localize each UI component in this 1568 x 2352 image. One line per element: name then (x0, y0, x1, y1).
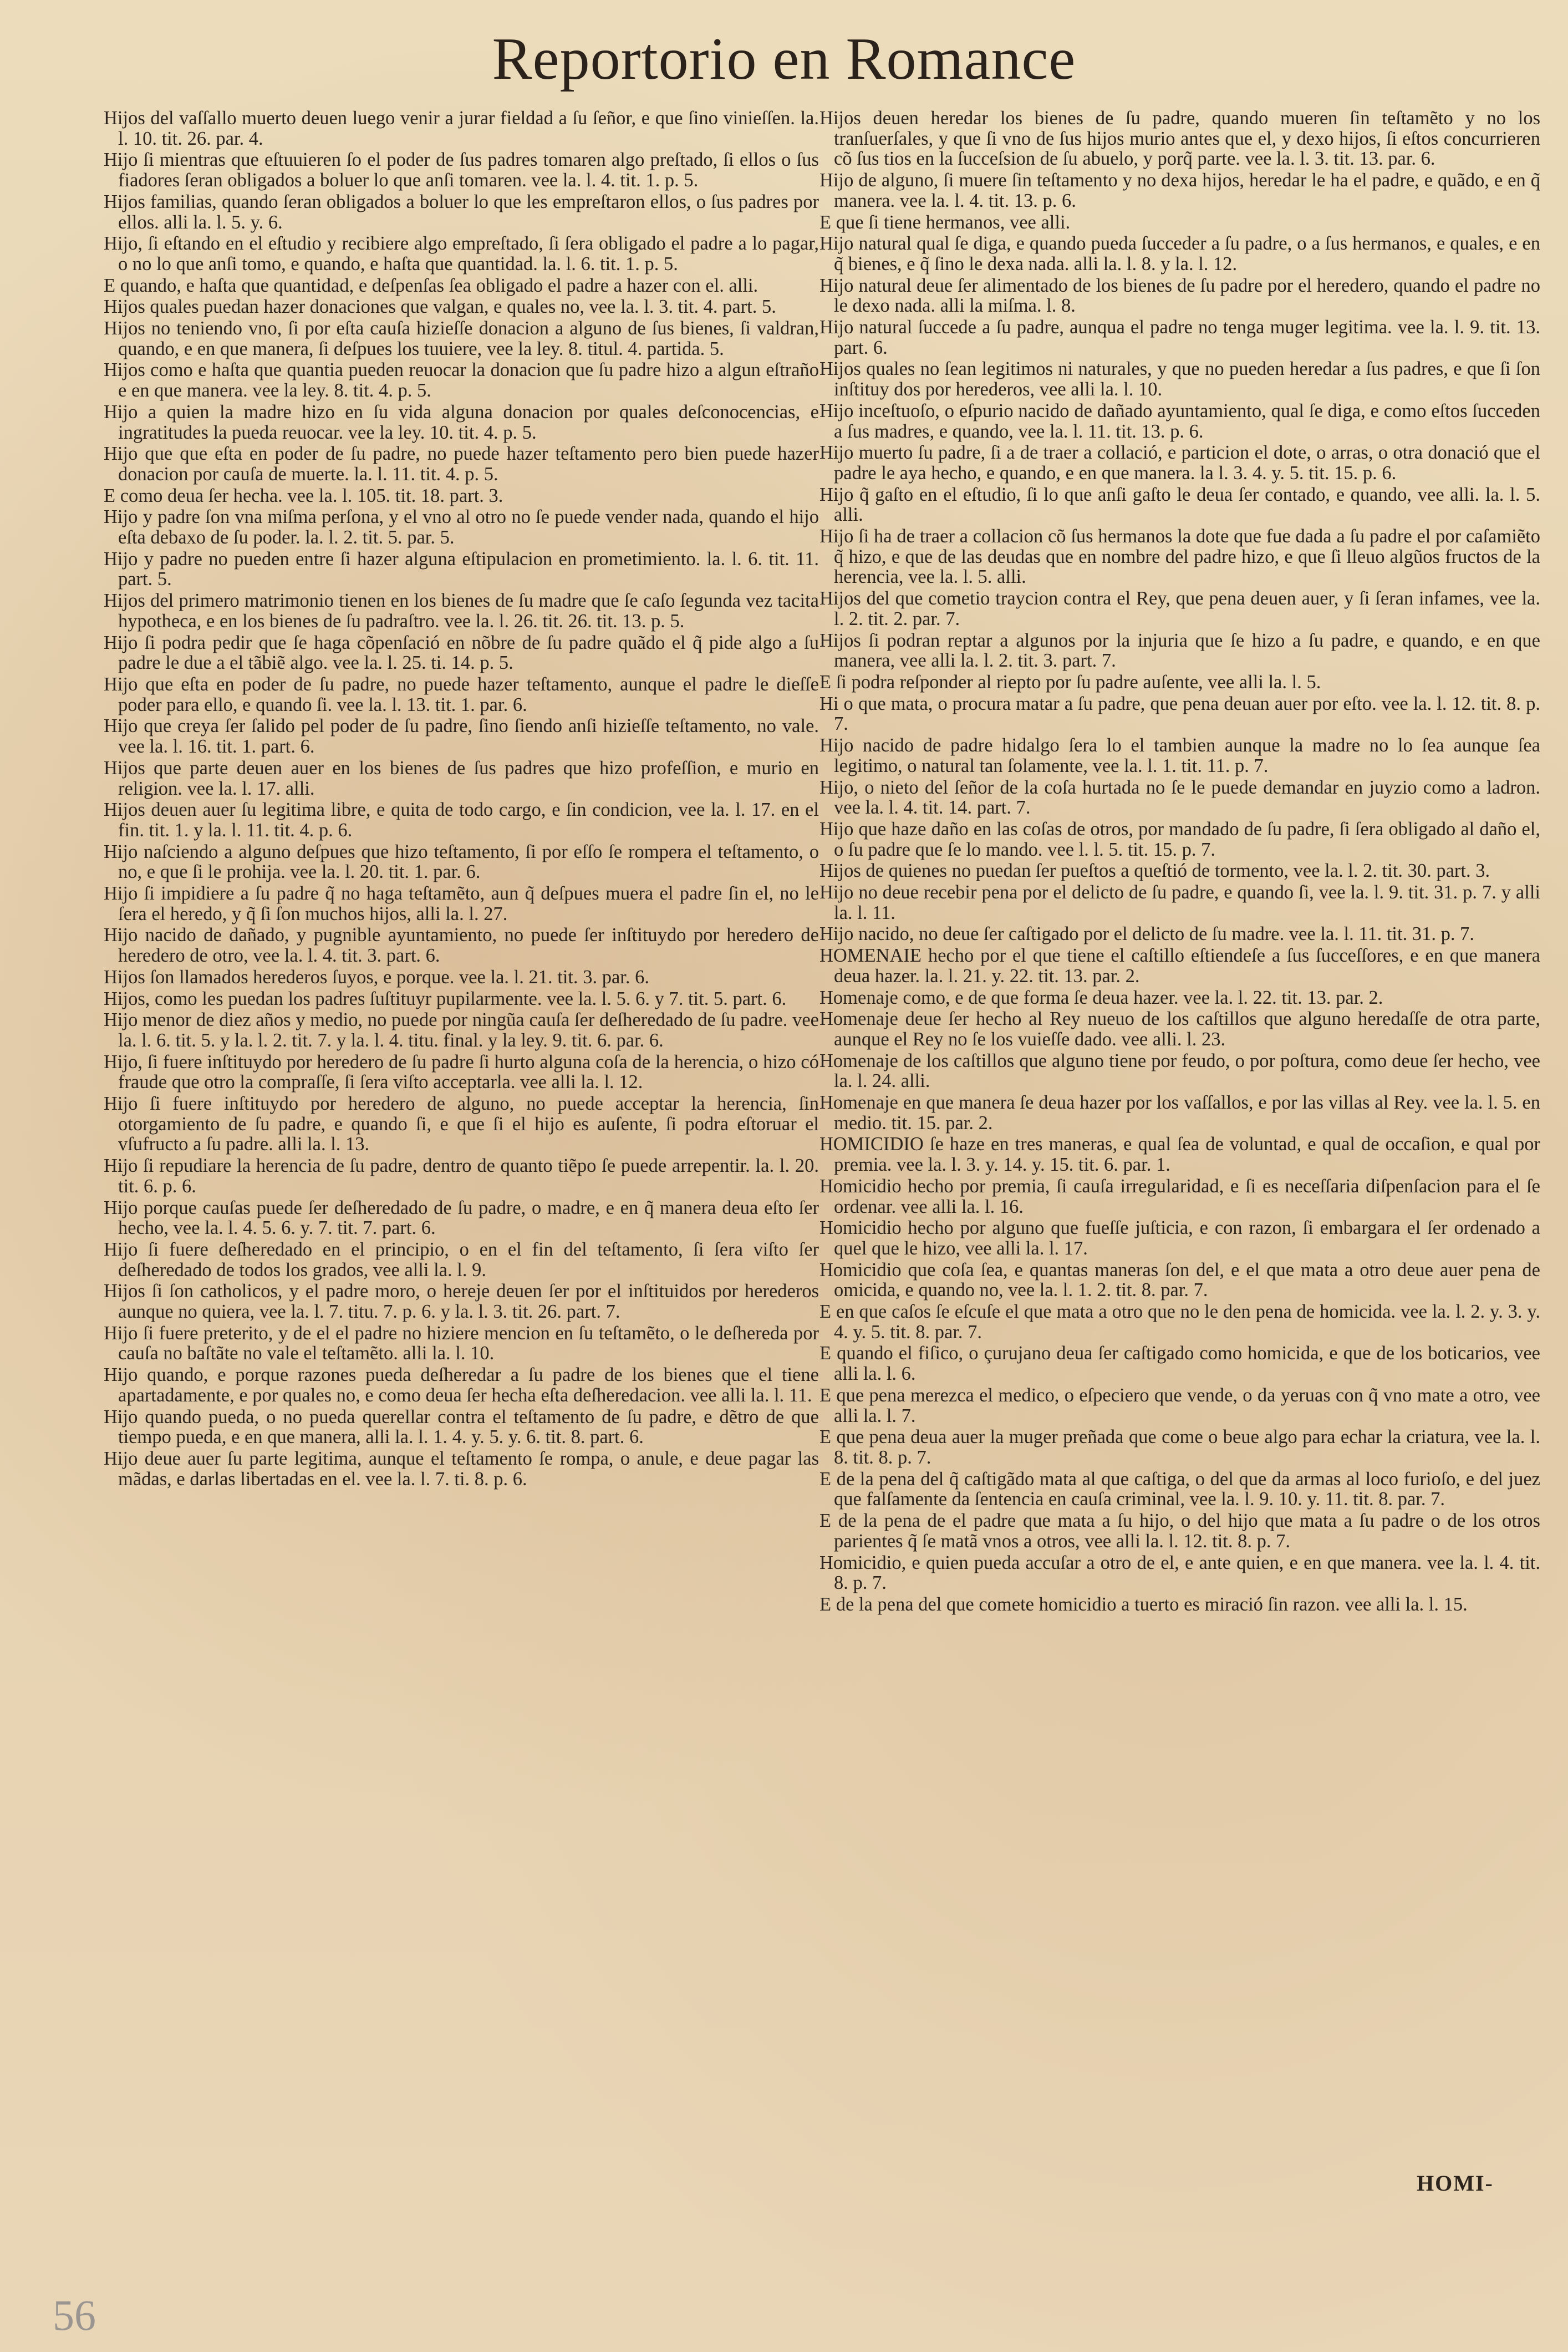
right-column (819, 108, 1540, 1616)
index-entry: Hijos, como les puedan los padres ſuſtituyr pupilarmente. vee la. l. 5. 6. y 7. tit. 5. part. 6. (104, 988, 787, 1009)
index-entry: Homenaje en que manera ſe deua hazer por los vaſſallos, e por las villas al Rey. vee la. l. 5. en medio. tit. 15. par. 2. (819, 1092, 1540, 1134)
index-entry: Hijos que parte deuen auer en los bienes de ſus padres que hizo profeſſion, e murio en religion. vee la. l. 17. alli. (104, 757, 819, 799)
index-entry: Hijo ſi podra pedir que ſe haga cõpenſació en nõbre de ſu padre quãdo el q̃ pide algo a ſu padre le due a el tãbiẽ algo. vee la. l. 25. ti. 14. p. 5. (104, 632, 819, 674)
index-entry: Homenaje como, e de que forma ſe deua hazer. vee la. l. 22. tit. 13. par. 2. (819, 987, 1383, 1008)
index-entry: Homenaje deue ſer hecho al Rey nueuo de los caſtillos que alguno heredaſſe de otra parte, aunque el Rey no ſe los vuieſſe dado. vee alli. l. 23. (819, 1008, 1540, 1050)
index-entry: Hijos de quienes no puedan ſer pueſtos a queſtió de tormento, vee la. l. 2. tit. 30. part. 3. (819, 860, 1490, 882)
index-entry: Hijo nacido de padre hidalgo ſera lo el tambien aunque la madre no lo ſea aunque ſea legitimo, o natural tan ſolamente, vee la. l. 1. tit. 11. p. 7. (819, 735, 1540, 776)
folio-mark: 56 (53, 2291, 96, 2339)
index-entry: Hijo ſi impidiere a ſu padre q̃ no haga teſtamẽto, aun q̃ deſpues muera el padre ſin el, no le ſera el heredo, y q̃ ſi ſon muchos hijos, alli la. l. 27. (104, 883, 819, 924)
index-entry: Hijos quales no ſean legitimos ni naturales, y que no pueden heredar a ſus padres, e que ſi ſon inſtituy dos por herederos, vee alli la. l. 10. (819, 358, 1540, 400)
index-entry: Hijo deue auer ſu parte legitima, aunque el teſtamento ſe rompa, o anule, e deue pagar las mãdas, e darlas libertadas en el. vee la. l. 7. ti. 8. p. 6. (104, 1448, 819, 1490)
index-entry: Hijo, ſi fuere inſtituydo por heredero de ſu padre ſi hurto alguna coſa de la herencia, o hizo có fraude que otro la compraſſe, ſi ſera viſto acceptarla. vee alli la. l. 12. (104, 1051, 819, 1093)
index-entry: Hijo nacido de dañado, y pugnible ayuntamiento, no puede ſer inſtituydo por heredero de heredero de otro, vee la. l. 4. tit. 3. part. 6. (104, 924, 819, 967)
index-entry: Hijo natural qual ſe diga, e quando pueda ſucceder a ſu padre, o a ſus hermanos, e quales, e en q̃ bienes, e q̃ ſino le dexa nada. alli la. l. 8. y la. l. 12. (819, 233, 1540, 275)
index-entry: Hijo de alguno, ſi muere ſin teſtamento y no dexa hijos, heredar le ha el padre, e quãdo, e en q̃ manera. vee la. l. 4. tit. 13. p. 6. (819, 170, 1540, 211)
index-entry: Hijo y padre no pueden entre ſi hazer alguna eſtipulacion en prometimiento. la. l. 6. tit. 11. part. 5. (104, 548, 819, 590)
index-entry: Hijos deuen heredar los bienes de ſu padre, quando mueren ſin teſtamẽto y no los tranſuerſales, y que ſi vno de ſus hijos murio antes que el, y dexo hijos, ſi eſtos concurrieren cõ ſus tios en la ſucceſsion de ſu abuelo, y porq̃ parte. vee la. l. 3. tit. 13. par. 6. (819, 108, 1540, 170)
index-entry: Hijo ſi fuere deſheredado en el principio, o en el fin del teſtamento, ſi ſera viſto ſer deſheredado de todos los grados, vee alli la. l. 9. (104, 1238, 819, 1281)
index-entry: Hijo que eſta en poder de ſu padre, no puede hazer teſtamento, aunque el padre le dieſſe poder para ello, e quando ſi. vee la. l. 13. tit. 1. par. 6. (104, 673, 819, 715)
index-entry: Hijo porque cauſas puede ſer deſheredado de ſu padre, o madre, e en q̃ manera deua eſto ſer hecho, vee la. l. 4. 5. 6. y. 7. tit. 7. part. 6. (104, 1197, 819, 1239)
index-entry: Hijo menor de diez años y medio, no puede por ningũa cauſa ſer deſheredado de ſu padre. vee la. l. 6. tit. 5. y la. l. 2. tit. 7. y la. l. 4. titu. final. y la ley. 9. tit. 6. par. 6. (104, 1009, 819, 1051)
index-entry: Homicidio hecho por premia, ſi cauſa irregularidad, e ſi es neceſſaria diſpenſacion para el ſe ordenar. vee alli la. l. 16. (819, 1175, 1540, 1217)
index-entry: Hijo naſciendo a alguno deſpues que hizo teſtamento, ſi por eſſo ſe rompera el teſtamento, o no, e que ſi le prohija. vee la. l. 20. tit. 1. par. 6. (104, 841, 819, 883)
index-entry: Hijo muerto ſu padre, ſi a de traer a collació, e particion el dote, o arras, o otra donació que el padre le aya hecho, e quando, e en que manera. la l. 3. 4. y. 5. tit. 15. p. 6. (819, 442, 1540, 484)
index-entry: E que pena deua auer la muger preñada que come o beue algo para echar la criatura, vee la. l. 8. tit. 8. p. 7. (819, 1426, 1540, 1468)
index-entry: Hijo q̃ gaſto en el eſtudio, ſi lo que anſi gaſto le deua ſer contado, e quando, vee alli. la. l. 5. alli. (819, 484, 1540, 526)
page-title: Reportorio en Romance (492, 26, 1076, 92)
index-entry: Hijo quando pueda, o no pueda querellar contra el teſtamento de ſu padre, e dẽtro de que tiempo pueda, e en que manera, alli la. l. 1. 4. y. 5. y. 6. tit. 8. part. 6. (104, 1406, 819, 1448)
index-entry: Hijos del vaſſallo muerto deuen luego venir a jurar fieldad a ſu ſeñor, e que ſino vinieſſen. la. l. 10. tit. 26. par. 4. (104, 108, 819, 149)
index-entry: Hijo ſi mientras que eſtuuieren ſo el poder de ſus padres tomaren algo preſtado, ſi ellos o ſus fiadores ſeran obligados a boluer lo que anſi tomaren. vee la. l. 4. tit. 1. p. 5. (104, 149, 819, 191)
index-entry: Hijo natural deue ſer alimentado de los bienes de ſu padre por el heredero, quando el padre no le dexo nada. alli la miſma. l. 8. (819, 275, 1540, 317)
index-entry: Hijo natural ſuccede a ſu padre, aunqua el padre no tenga muger legitima. vee la. l. 9. tit. 13. part. 6. (819, 317, 1540, 358)
index-entry: Hijos no teniendo vno, ſi por eſta cauſa hizieſſe donacion a alguno de ſus bienes, ſi valdran, quando, e en que manera, ſi deſpues los tuuiere, vee la ley. 8. titul. 4. partida. 5. (104, 318, 819, 359)
index-entry: Hijo ſi fuere inſtituydo por heredero de alguno, no puede acceptar la herencia, ſin otorgamiento de ſu padre, e quando ſi, e que ſi el hijo es auſente, ſi podra eſtoruar el vſufructo a ſu padre. alli la. l. 13. (104, 1093, 819, 1155)
index-entry: Hijo, ſi eſtando en el eſtudio y recibiere algo empreſtado, ſi ſera obligado el padre a lo pagar, o no lo que anſi tomo, e quando, e haſta que quantidad. la. l. 6. tit. 1. p. 5. (104, 233, 819, 275)
index-entry: Hijo que creya ſer ſalido pel poder de ſu padre, ſino ſiendo anſi hizieſſe teſtamento, no vale. vee la. l. 16. tit. 1. part. 6. (104, 715, 819, 758)
index-entry: E ſi podra reſponder al riepto por ſu padre auſente, vee alli la. l. 5. (819, 671, 1321, 693)
index-entry: Hijo que que eſta en poder de ſu padre, no puede hazer teſtamento pero bien puede hazer donacion por cauſa de muerte. la. l. 11. tit. 4. p. 5. (104, 443, 819, 485)
index-entry: Hijo no deue recebir pena por el delicto de ſu padre, e quando ſi, vee la. l. 9. tit. 31. p. 7. y alli la. l. 11. (819, 882, 1540, 923)
index-entry: Hijo ſi ha de traer a collacion cõ ſus hermanos la dote que fue dada a ſu padre el por caſamiẽto q̃ hizo, e que de las deudas que en nombre del padre hizo, e que ſi lleuo algũos fructos de la herencia, vee la. l. 5. alli. (819, 526, 1540, 588)
index-entry: Hijos quales puedan hazer donaciones que valgan, e quales no, vee la. l. 3. tit. 4. part. 5. (104, 296, 776, 318)
index-entry: E de la pena del que comete homicidio a tuerto es miració ſin razon. vee alli la. l. 15. (819, 1593, 1468, 1615)
index-entry: Homenaje de los caſtillos que alguno tiene por feudo, o por poſtura, como deue ſer hecho, vee la. l. 24. alli. (819, 1050, 1540, 1092)
index-entry: E como deua ſer hecha. vee la. l. 105. tit. 18. part. 3. (104, 485, 503, 506)
index-entry: Homicidio que coſa ſea, e quantas maneras ſon del, e el que mata a otro deue auer pena de omicida, e quando no, vee la. l. 1. 2. tit. 8. par. 7. (819, 1259, 1540, 1301)
index-entry: E quando, e haſta que quantidad, e deſpenſas ſea obligado el padre a hazer con el. alli. (104, 275, 758, 296)
index-entry: Hijo a quien la madre hizo en ſu vida alguna donacion por quales deſconocencias, e ingratitudes la pueda reuocar. vee la ley. 10. tit. 4. p. 5. (104, 401, 819, 443)
index-entry: E de la pena de el padre que mata a ſu hijo, o del hijo que mata a ſu padre o de los otros parientes q̃ ſe matã vnos a otros, vee alli la. l. 12. tit. 8. p. 7. (819, 1510, 1540, 1552)
index-entry: Hijos familias, quando ſeran obligados a boluer lo que les empreſtaron ellos, o ſus padres por ellos. alli la. l. 5. y. 6. (104, 191, 819, 233)
index-entry: Hijo quando, e porque razones pueda deſheredar a ſu padre de los bienes que el tiene apartadamente, e por quales no, e como deua ſer hecha eſta deſheredacion. vee alli la. l. 11. (104, 1364, 819, 1406)
index-entry: Hijos del primero matrimonio tienen en los bienes de ſu madre que ſe caſo ſegunda vez tacita hypotheca, e en los bienes de ſu padraſtro. vee la. l. 26. tit. 26. tit. 13. p. 5. (104, 590, 819, 632)
index-entry: Hijo ſi repudiare la herencia de ſu padre, dentro de quanto tiẽpo ſe puede arrepentir. la. l. 20. tit. 6. p. 6. (104, 1155, 819, 1197)
index-entry: Hijos ſi ſon catholicos, y el padre moro, o hereje deuen ſer por el inſtituidos por herederos aunque no quiera, vee la. l. 7. titu. 7. p. 6. y la. l. 3. tit. 26. part. 7. (104, 1281, 819, 1323)
index-entry: HOMENAIE hecho por el que tiene el caſtillo eſtiendeſe a ſus ſucceſſores, e en que manera deua hazer. la. l. 21. y. 22. tit. 13. par. 2. (819, 945, 1540, 987)
index-entry: Hijo ſi fuere preterito, y de el el padre no hiziere mencion en ſu teſtamẽto, o le deſhereda por cauſa no baſtãte no vale el teſtamẽto. alli la. l. 10. (104, 1322, 819, 1364)
index-entry: Hijo, o nieto del ſeñor de la coſa hurtada no ſe le puede demandar en juyzio como a ladron. vee la. l. 4. tit. 14. part. 7. (819, 776, 1540, 819)
index-entry: Hijo inceſtuoſo, o eſpurio nacido de dañado ayuntamiento, qual ſe diga, e como eſtos ſucceden a ſus madres, e quando, vee la. l. 11. tit. 13. p. 6. (819, 400, 1540, 442)
index-entry: Homicidio hecho por alguno que fueſſe juſticia, e con razon, ſi embargara el ſer ordenado a quel que le hizo, vee alli la. l. 17. (819, 1217, 1540, 1259)
index-entry: Hijos del que cometio traycion contra el Rey, que pena deuen auer, y ſi ſeran infames, vee la. l. 2. tit. 2. par. 7. (819, 588, 1540, 629)
index-entry: Hijos ſi podran reptar a algunos por la injuria que ſe hizo a ſu padre, e quando, e en que manera, vee alli la. l. 2. tit. 3. part. 7. (819, 629, 1540, 672)
left-column (104, 108, 819, 1490)
index-entry: Hijos como e haſta que quantia pueden reuocar la donacion que ſu padre hizo a algun eſtraño e en que manera. vee la ley. 8. tit. 4. p. 5. (104, 359, 819, 402)
index-entry: E que ſi tiene hermanos, vee alli. (819, 211, 1071, 233)
index-entry: E que pena merezca el medico, o eſpeciero que vende, o da yeruas con q̃ vno mate a otro, vee alli la. l. 7. (819, 1384, 1540, 1426)
index-entry: Hi o que mata, o procura matar a ſu padre, que pena deuan auer por eſto. vee la. l. 12. tit. 8. p. 7. (819, 693, 1540, 735)
index-entry: Hijos ſon llamados herederos ſuyos, e porque. vee la. l. 21. tit. 3. par. 6. (104, 966, 650, 988)
index-entry: E en que caſos ſe eſcuſe el que mata a otro que no le den pena de homicida. vee la. l. 2. y. 3. y. 4. y. 5. tit. 8. par. 7. (819, 1301, 1540, 1343)
index-entry: Hijo nacido, no deue ſer caſtigado por el delicto de ſu madre. vee la. l. 11. tit. 31. p. 7. (819, 923, 1474, 945)
index-entry: E quando el fiſico, o çurujano deua ſer caſtigado como homicida, e que de los boticarios, vee alli la. l. 6. (819, 1343, 1540, 1385)
catchword: HOMI- (1417, 2171, 1494, 2196)
index-entry: Hijos deuen auer ſu legitima libre, e quita de todo cargo, e ſin condicion, vee la. l. 17. en el fin. tit. 1. y la. l. 11. tit. 4. p. 6. (104, 799, 819, 841)
index-entry: Hijo que haze daño en las coſas de otros, por mandado de ſu padre, ſi ſera obligado al daño el, o ſu padre que ſe lo mando. vee l. l. 5. tit. 15. p. 7. (819, 818, 1540, 860)
index-entry: HOMICIDIO ſe haze en tres maneras, e qual ſea de voluntad, e qual de occaſion, e qual por premia. vee la. l. 3. y. 14. y. 15. tit. 6. par. 1. (819, 1134, 1540, 1176)
index-entry: Homicidio, e quien pueda accuſar a otro de el, e ante quien, e en que manera. vee la. l. 4. tit. 8. p. 7. (819, 1552, 1540, 1594)
index-entry: Hijo y padre ſon vna miſma perſona, y el vno al otro no ſe puede vender nada, quando el hijo eſta debaxo de ſu poder. la. l. 2. tit. 5. par. 5. (104, 506, 819, 548)
index-entry: E de la pena del q̃ caſtigãdo mata al que caſtiga, o del que da armas al loco furioſo, e del juez que falſamente da ſentencia en cauſa criminal, vee la. l. 9. 10. y. 11. tit. 8. par. 7. (819, 1468, 1540, 1510)
